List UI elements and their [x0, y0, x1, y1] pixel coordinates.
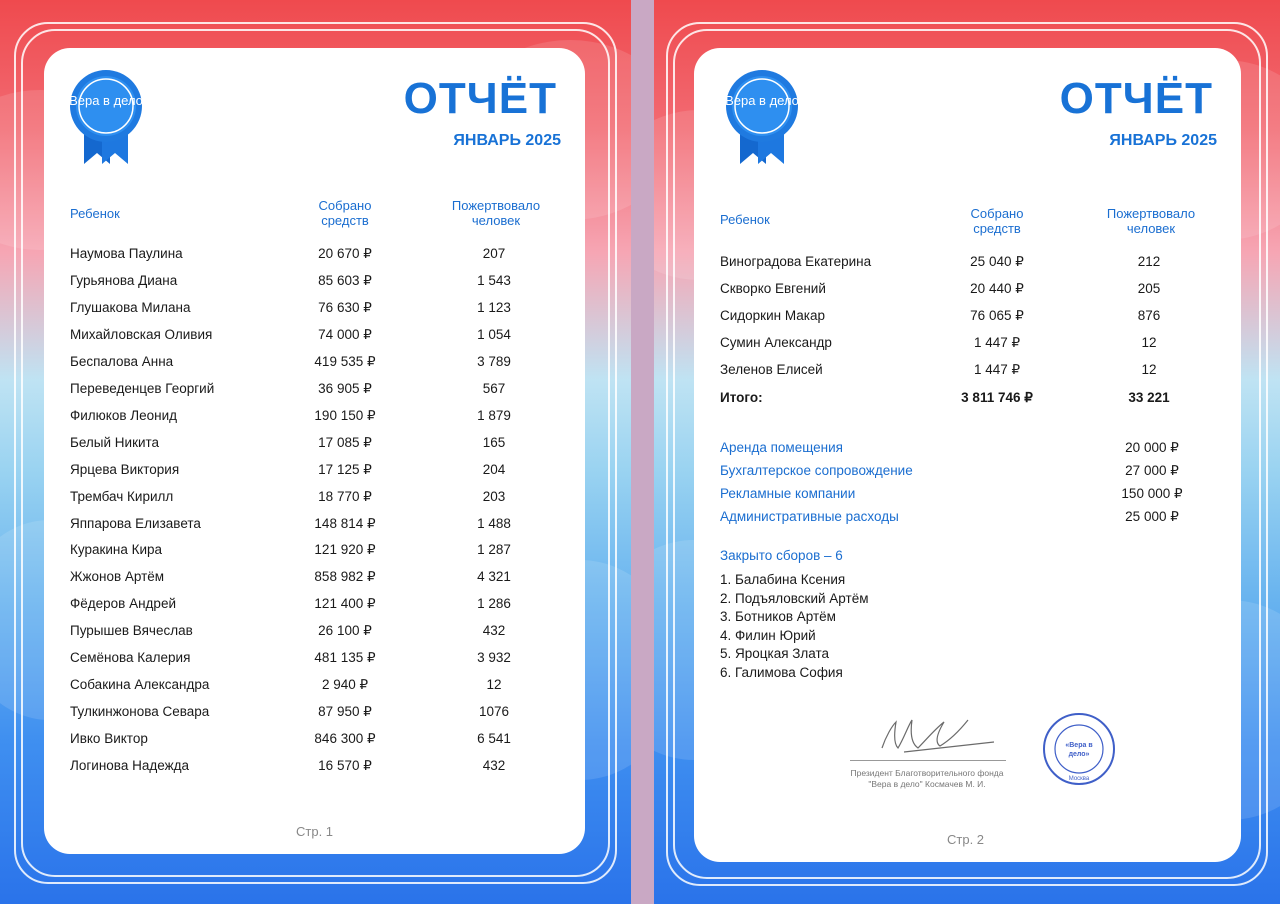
child-name: Переведенцев Георгий — [70, 380, 215, 396]
report-period: ЯНВАРЬ 2025 — [1109, 132, 1217, 149]
collected-amount: 858 982 ₽ — [314, 569, 376, 585]
signature-line — [850, 760, 1006, 761]
donor-count: 1 287 — [477, 542, 511, 558]
svg-text:Вера в дело: Вера в дело — [725, 93, 799, 108]
child-name: Собакина Александра — [70, 677, 210, 693]
stamp-icon — [1042, 712, 1116, 786]
total-donors: 33 221 — [1128, 390, 1170, 405]
table-row — [44, 758, 585, 778]
donor-count: 6 541 — [477, 731, 511, 747]
column-header-child: Ребенок — [70, 206, 120, 221]
table-row — [44, 731, 585, 751]
donor-count: 1 054 — [477, 326, 511, 342]
svg-text:Москва: Москва — [1068, 776, 1090, 782]
svg-text:«Вера в: «Вера в — [1065, 742, 1093, 749]
expense-amount: 20 000 ₽ — [1125, 440, 1179, 455]
donor-count: 1 123 — [477, 299, 511, 315]
column-header-child: Ребенок — [720, 212, 770, 227]
table-row — [44, 677, 585, 697]
donor-count: 1 879 — [477, 407, 511, 423]
table-row — [44, 462, 585, 482]
collected-amount: 190 150 ₽ — [314, 407, 376, 423]
column-header-collected — [947, 206, 1047, 236]
column-header-collected-line2: средств — [321, 213, 369, 228]
child-name: Ярцева Виктория — [70, 461, 180, 477]
child-name: Яппарова Елизавета — [70, 515, 201, 531]
collected-amount: 76 065 ₽ — [970, 308, 1024, 324]
table-row — [44, 542, 585, 562]
closed-fundraiser-item: 2. Подъяловский Артём — [720, 590, 869, 606]
svg-text:Вера в дело: Вера в дело — [69, 93, 143, 108]
donor-count: 4 321 — [477, 569, 511, 585]
child-name: Ивко Виктор — [70, 731, 148, 747]
collected-amount: 2 940 ₽ — [321, 677, 369, 693]
child-name: Трембач Кирилл — [70, 488, 174, 504]
child-name: Фёдеров Андрей — [70, 596, 176, 612]
child-name: Гурьянова Диана — [70, 272, 178, 288]
report-title: ОТЧЁТ — [1059, 74, 1213, 123]
table-row — [44, 273, 585, 293]
donor-count: 567 — [482, 380, 506, 396]
total-row — [694, 390, 1241, 410]
column-header-collected-line2: средств — [973, 221, 1021, 236]
ribbon-logo-icon — [724, 62, 800, 168]
collected-amount: 87 950 ₽ — [318, 704, 372, 720]
collected-amount: 121 920 ₽ — [314, 542, 376, 558]
column-header-donors-line2: человек — [1126, 221, 1176, 236]
expense-label: Бухгалтерское сопровождение — [720, 463, 913, 478]
table-row — [44, 704, 585, 724]
collected-amount: 419 535 ₽ — [314, 353, 376, 369]
table-row — [44, 489, 585, 509]
collected-amount: 121 400 ₽ — [314, 596, 376, 612]
table-row — [694, 281, 1241, 301]
closed-fundraiser-item: 1. Балабина Ксения — [720, 572, 846, 587]
collected-amount: 85 603 ₽ — [318, 272, 372, 288]
closed-fundraiser-item: 6. Галимова София — [720, 665, 843, 680]
table-row — [44, 327, 585, 347]
collected-amount: 148 814 ₽ — [314, 515, 376, 531]
signature-caption-line2: "Вера в дело" Космачев М. И. — [868, 779, 986, 789]
child-name: Пурышев Вячеслав — [70, 623, 193, 639]
expense-label: Административные расходы — [720, 509, 899, 524]
collected-amount: 17 125 ₽ — [318, 461, 372, 477]
table-row — [44, 381, 585, 401]
table-row — [44, 650, 585, 670]
child-name: Филюков Леонид — [70, 407, 178, 423]
collected-amount: 25 040 ₽ — [970, 254, 1024, 269]
donor-count: 207 — [482, 246, 506, 261]
donor-count: 876 — [1137, 308, 1161, 324]
child-name: Наумова Паулина — [70, 246, 183, 261]
donor-count: 1076 — [478, 704, 510, 720]
donor-count: 165 — [482, 434, 506, 450]
collected-amount: 76 630 ₽ — [318, 299, 372, 315]
expense-amount: 27 000 ₽ — [1125, 463, 1179, 478]
donor-count: 432 — [482, 758, 506, 774]
column-header-donors — [1097, 206, 1205, 236]
donor-count: 1 488 — [477, 515, 511, 531]
child-name: Куракина Кира — [70, 542, 163, 558]
closed-fundraiser-item: 4. Филин Юрий — [720, 627, 816, 643]
table-row — [694, 335, 1241, 355]
closed-fundraiser-item: 3. Ботников Артём — [720, 609, 836, 625]
child-name: Скворко Евгений — [720, 281, 826, 297]
child-name: Виноградова Екатерина — [720, 254, 872, 269]
table-row — [44, 516, 585, 536]
child-name: Михайловская Оливия — [70, 326, 213, 342]
column-header-collected-line1: Собрано — [970, 206, 1024, 221]
child-name: Глушакова Милана — [70, 299, 191, 315]
total-label: Итого: — [720, 390, 763, 405]
child-name: Тулкинжонова Севара — [70, 704, 210, 720]
signature-icon — [834, 708, 1014, 758]
closed-fundraisers-title: Закрыто сборов – 6 — [720, 548, 843, 563]
column-header-donors-line2: человек — [471, 213, 521, 228]
report-card — [694, 48, 1241, 862]
collected-amount: 1 447 ₽ — [973, 362, 1021, 378]
child-name: Сидоркин Макар — [720, 308, 825, 324]
collected-amount: 17 085 ₽ — [318, 434, 372, 450]
collected-amount: 20 440 ₽ — [970, 281, 1024, 297]
collected-amount: 26 100 ₽ — [318, 623, 372, 639]
page-number: Стр. 2 — [947, 832, 985, 847]
child-name: Семёнова Калерия — [70, 650, 191, 666]
report-page-1 — [0, 0, 631, 904]
signature-caption — [834, 768, 1020, 790]
donor-count: 205 — [1137, 281, 1161, 297]
report-title: ОТЧЁТ — [403, 74, 557, 123]
child-name: Логинова Надежда — [70, 758, 189, 774]
table-row — [44, 435, 585, 455]
table-row — [44, 408, 585, 428]
donor-count: 3 932 — [477, 650, 511, 666]
closed-fundraiser-item: 5. Яроцкая Злата — [720, 646, 830, 662]
donor-count: 203 — [482, 488, 506, 504]
child-name: Зеленов Елисей — [720, 362, 823, 378]
table-row — [44, 569, 585, 589]
table-row — [44, 354, 585, 374]
expense-amount: 25 000 ₽ — [1125, 509, 1179, 524]
collected-amount: 20 670 ₽ — [318, 246, 372, 261]
table-row — [44, 596, 585, 616]
table-row — [44, 623, 585, 643]
column-header-donors — [444, 198, 548, 228]
collected-amount: 481 135 ₽ — [314, 650, 376, 666]
signature-caption-line1: Президент Благотворительного фонда — [850, 768, 1004, 778]
expense-label: Аренда помещения — [720, 440, 843, 455]
report-page-2 — [654, 0, 1280, 904]
child-name: Жжонов Артём — [70, 569, 165, 585]
collected-amount: 18 770 ₽ — [318, 488, 372, 504]
collected-amount: 36 905 ₽ — [318, 380, 372, 396]
collected-amount: 74 000 ₽ — [318, 326, 372, 342]
expense-label: Рекламные компании — [720, 486, 856, 501]
column-header-donors-line1: Пожертвовало — [1106, 206, 1196, 221]
donor-count: 432 — [482, 623, 506, 639]
svg-text:дело»: дело» — [1068, 751, 1090, 758]
report-card — [44, 48, 585, 854]
expense-amount: 150 000 ₽ — [1121, 486, 1183, 501]
donor-count: 12 — [1141, 362, 1157, 378]
report-period: ЯНВАРЬ 2025 — [453, 132, 561, 149]
donor-count: 12 — [1141, 335, 1157, 351]
donor-count: 1 543 — [477, 272, 511, 288]
donor-count: 3 789 — [477, 353, 511, 369]
donor-count: 1 286 — [477, 596, 511, 612]
collected-amount: 16 570 ₽ — [318, 758, 372, 774]
collected-amount: 1 447 ₽ — [973, 335, 1021, 351]
table-row — [694, 308, 1241, 328]
collected-amount: 846 300 ₽ — [314, 731, 376, 747]
table-row — [44, 246, 585, 266]
total-amount: 3 811 746 ₽ — [961, 390, 1033, 405]
table-row — [44, 300, 585, 320]
donor-count: 12 — [486, 677, 502, 693]
column-header-donors-line1: Пожертвовало — [451, 198, 541, 213]
donor-count: 212 — [1137, 254, 1161, 269]
child-name: Беспалова Анна — [70, 353, 174, 369]
ribbon-logo-icon — [68, 62, 144, 168]
donor-count: 204 — [482, 461, 506, 477]
child-name: Сумин Александр — [720, 335, 832, 351]
table-row — [694, 362, 1241, 382]
child-name: Белый Никита — [70, 434, 160, 450]
column-header-collected-line1: Собрано — [318, 198, 372, 213]
column-header-collected — [295, 198, 395, 228]
table-row — [694, 254, 1241, 274]
page-number: Стр. 1 — [296, 824, 334, 839]
